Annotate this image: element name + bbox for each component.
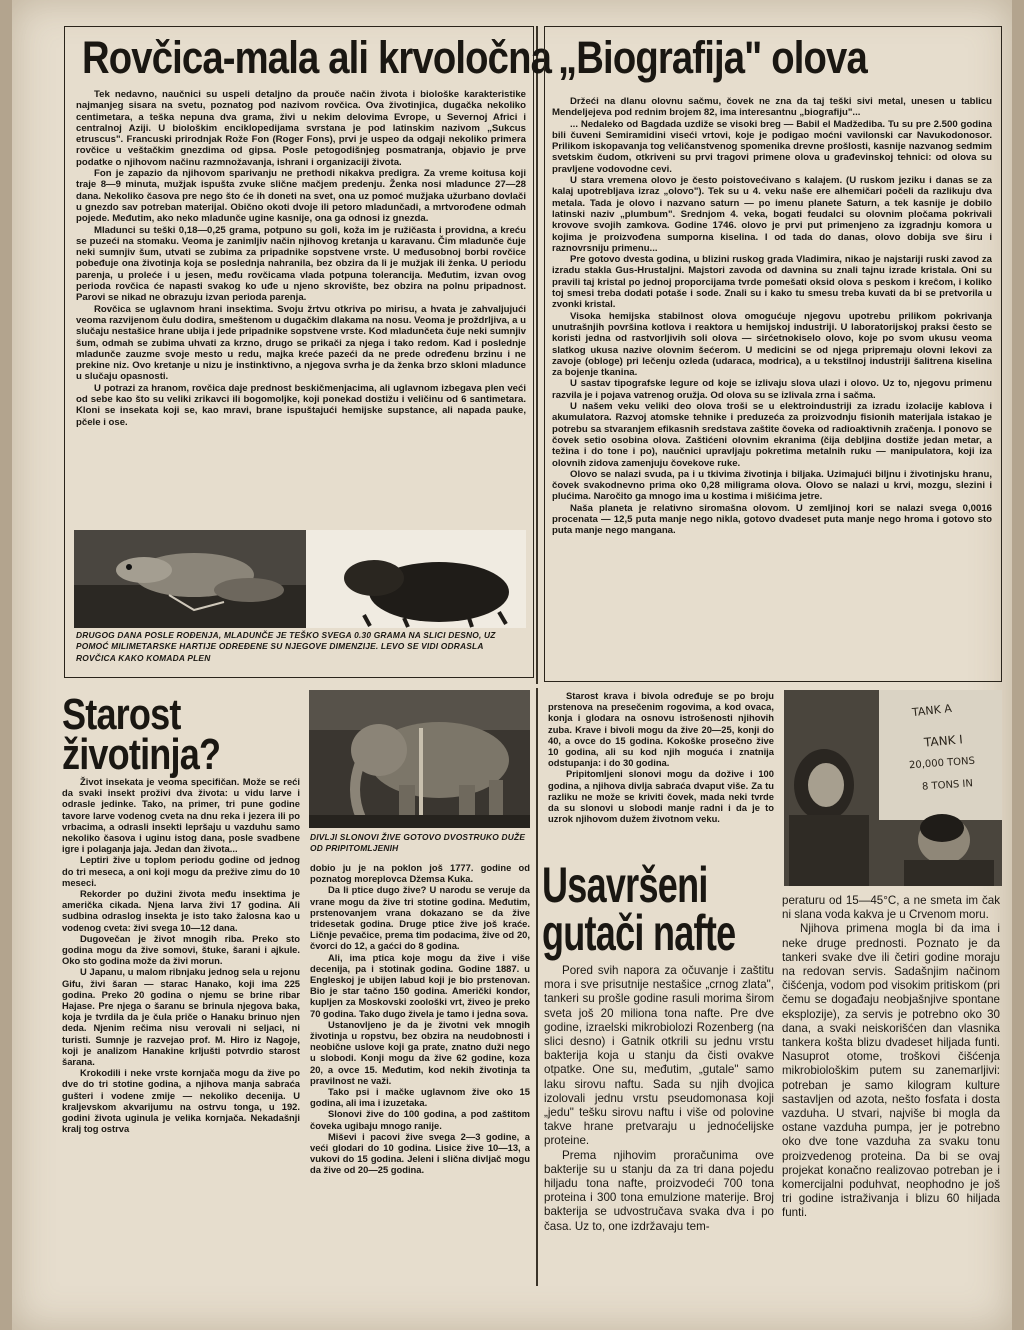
paragraph: Njihova primena mogla bi da ima i neke druge prednosti. Poznato je da tankeri svake dve ili četiri godine moraju na redovan servis. Sadašnjim načinom čišćenja, vodom pod visokim pritiskom (pri čemu se događaju neobjašnjive spontane eksplozije), za servis je potrebno oko 30 dana, a svaki neiskorišćen dan vlasnika tankera košta blizu dvadeset hiljada funti. Nasuprot otome, troškovi čišćenja mikrobiološkim putem su zanemarljivi: potreban je samo kilogram kulture sastavljen od azota, nešto fosfata i dosta vazduha. U stvari, najviše bi mogla da ostane vazduha pumpa, jer je potrebno oko dve tone vazduha za svaku tonu proizvedenog proteina. Da bi se ovaj projekat konačno realizovao potreban je i komercijalni poduhvat, neophodno je još tri godine istraživanja i blizu 60 hiljada funti. <box>782 922 1000 1220</box>
paragraph: Slonovi žive do 100 godina, a pod zaštitom čoveka ugibaju mnogo ranije. <box>310 1108 530 1131</box>
shrew-caption: DRUGOG DANA POSLE ROĐENJA, MLADUNČE JE TEŠKO SVEGA 0.30 GRAMA NA SLICI DESNO, UZ POMOĆ MILIMETARSKE HARTIJE ODREĐENE SU NJEGOVE DIMENZIJE. LEVO SE VIDI ODRASLA ROVČICA KAKO KOMADA PLEN <box>76 630 496 663</box>
article-shrew-body <box>76 89 526 524</box>
article-age-column-3 <box>548 690 774 838</box>
article-shrew-headline: Rovčica-mala ali krvoločna <box>82 32 552 83</box>
paragraph: Život insekata je veoma specifičan. Može se reći da svaki insekt proživi dva života: u vidu larve i odrasle jedinke. Tako, na primer, tri pune godine tavore larve vodenog cveta na dnu reka i jezera ili po vrbacima, a odrasli insekti lepršaju u vazduhu samo nekoliko časova i uginu istog dana, posle svadbene igre i polaganja jaja. Jedan dan života... <box>62 776 300 855</box>
scientists-photo <box>784 690 1002 886</box>
paragraph: Pre gotovo dvesta godina, u blizini ruskog grada Vladimira, nikao je najstariji ruski zavod za izradu stakla Gus-Hrustaljni. Majstori zavoda od davnina su znali tajnu izrade kristala. Oni su pravili taj kristal po jednoj proporcijama tvrde pomešati oksid olova s peskom i kreĉom, i koliko toj smesi treba dodati potaše i sode. Znali su i kako tu smesu treba kuvati da bi se pretvorila u zvonki kristal. <box>552 254 992 311</box>
paragraph: Starost krava i bivola određuje se po broju prstenova na presečenim rogovima, a kod ovaca, konja i glodara na osnovu istrošenosti njihovih zuba. Krave i bivoli mogu da žive 20—25, konji do 40, a ovce do 15 godina. Kokoške prosečno žive 10 godina, ali su kod njih moguća i znatnija odstupanja: i do 30 godina. <box>548 690 774 769</box>
photo-sign-line: 20,000 TONS <box>908 755 976 772</box>
paragraph: Tako psi i mačke uglavnom žive oko 15 godina, ali ima i izuzetaka. <box>310 1086 530 1109</box>
paragraph: Da li ptice dugo žive? U narodu se veruje da vrane mogu da žive tri stotine godina. Međutim, prstenovanjem vrana dokazano se da žive tridesetak godina. Druge ptice žive još kraće. Ličnje pevačice, prema tim podacima, žive od 20, čvorci do 12, a gaćci do 8 godina. <box>310 884 530 952</box>
paragraph: Krokodili i neke vrste kornjača mogu da žive po dve do tri stotine godina, a njihova manja sabraća gušteri i vodene zmije — nekoliko decenija. U kraljevskom akvarijumu na ostrvu tonga, u 192. godini života uginula je velika kornjača. Nekadašnji kralj tog ostrva <box>62 1067 300 1135</box>
article-oil-headline-line1: Usavršeni <box>542 857 708 913</box>
paragraph: Tek nedavno, naučnici su uspeli detaljno da prouče način života i biološke karakteristike najmanjeg sisara na svetu, poznatog pod nazivom rovčica. Ova životinjica, dugačka nekoliko centimetara, a teška nepuna dva grama, živi u nekim delovima Evrope, u Severnoj Africi i centralnoj Aziji. U biološkim enciklopedijama svrstana je pod latinskim nazivom „Sukcus etruscus". Francuski prirodnjak Rože Fon (Roger Fons), prvi je uspeo da odgaji nekoliko primera rovčice u veštačkim gnezdima od gipsa. Posle petogodišnjeg posmatranja, objavio je prve podatke o njihovom načinu razmnožavanja, ishrani i organizaciji života. <box>76 89 526 168</box>
elephant-illustration <box>309 690 530 828</box>
paragraph: U stara vremena olovo je često poistovećivano s kalajem. (U ruskom jeziku i danas se za kalaj upotrebljava izraz „olovo"). Tek su u 4. veku naše ere alhemičari počeli da razlikuju dva metala. Tada je olovo i nazvano saturn — po imenu planete Saturn, a tek kasnije je dobilo latinski naziv „plumbum". Srednjom 4. veka, bogati feudalci su olovnim pločama pokrivali krovove svojih zamkova. Godine 1746. olovo je prvi put primenjeno za izgradnju komora u kojima je proizvođena sumporna kiselina. I od tada do danas, olovo dobija sve širu i raznovrsniju primenu... <box>552 175 992 254</box>
paragraph: dobio ju je na poklon još 1777. godine od poznatog moreplovca Džemsa Kuka. <box>310 862 530 885</box>
paragraph: Držeći na dlanu olovnu sačmu, čovek ne zna da taj teški sivi metal, unesen u tablicu Mendeljejeva pod rednim brojem 82, ima interesantnu „biografiju"... <box>552 96 992 119</box>
paragraph: Dugovečan je život mnogih riba. Preko sto godina mogu da žive somovi, štuke, šarani i ajkule. Oko sto godina može da živi morun. <box>62 932 300 967</box>
paragraph: Rekorder po dužini života među insektima je američka cikada. Njena larva živi 17 godina. Ali sudbina odraslog insekta je isto tako žalosna kao u vodenog cveta: živi svega 10—12 dana. <box>62 888 300 933</box>
paragraph: ... Nedaleko od Bagdada uzdiže se visoki breg — Babil el Madžediba. Tu su pre 2.500 godina bili čuveni Semiramidini viseći vrtovi, koje je podigao moćni vavilonski car Navukodonosor. Prilikom iskopavanja tog veličanstvenog spomenika drevne prošlosti, kasnije nazvanog sedmim svetskim čudom, otkriveni su prvi tragovi primene olova u građevinskoj tehnici: od olova su pravljene vodovodne cevi. <box>552 118 992 175</box>
paragraph: Pored svih napora za očuvanje i zaštitu mora i sve prisutnije nestašice „crnog zlata", tankeri su prošle godine rasuli morima širom sveta još 20 miliona tona nafte. Pre dve godine, izraelski mikrobiolozi Rozenberg (na slici desno) i Gatnik otkrili su jednu vrstu bakterija koja u stanju da čisti ovakve otpatke. One su, međutim, „gutale" samo laku sirovu naftu. Sada su njih dvojica izolovali jednu vrstu pseudomonasa koji „jedu" tešku sirovu naftu i više od polovine takve hrane pretvaraju u jednoćelijske proteine. <box>544 964 774 1148</box>
column-divider <box>536 26 538 684</box>
paragraph: U Japanu, u malom ribnjaku jednog sela u rejonu Gifu, živi šaran — starac Hanako, koji ima 225 godina. Preko 20 godina o njemu se brine ribar Hajase. Pre njega o šaranu se brinula njegova baka, koja je tvrdila da je čula priče o Hanaku brinuo njen deda. Njenim rečima nisu verovali ni seljaci, ni turisti. Sumnje je razvejao prof. M. Hiro iz Nagoje, koji je analizom Hanakine krljušti potvrdio starost šarana. <box>62 966 300 1068</box>
elephant-caption: DIVLJI SLONOVI ŽIVE GOTOVO DVOSTRUKO DUŽE OD PRIPITOMLJENIH <box>310 832 526 854</box>
article-oil-column-1 <box>544 964 774 1286</box>
paragraph: Pripitomljeni slonovi mogu da dožive i 100 godina, a njihova divlja sabraća dvaput više. Za tu razliku ne može se kriviti čovek, mada neki tvrde da su slonovi u slobodi manje radni i da je to uzrok njihovom dužem životnom veku. <box>548 768 774 825</box>
column-divider <box>536 688 538 1286</box>
article-lead-body <box>552 96 992 674</box>
photo-sign-line: TANK I <box>923 732 964 750</box>
paragraph: Ustanovljeno je da je životni vek mnogih životinja u ropstvu, bez obzira na neudobnosti i neobične uslove koji ga prate, znatno duži nego u slobodi. Konji mogu da žive 62 godine, koza 20, a ovce 15. Međutim, kod nekih životinja ta pravilnost ne važi. <box>310 1018 530 1086</box>
shrew-illustration <box>74 530 526 628</box>
photo-sign-line: TANK A <box>911 701 953 720</box>
paragraph: U sastav tipografske legure od koje se izlivaju slova ulazi i olovo. Uz to, njegovu primenu razvila je i pojava vatrenog oružja. Od olova su se izlivala zrna i sačma. <box>552 378 992 401</box>
elephant-photo <box>309 690 530 828</box>
photo-sign-line: 8 TONS IN <box>921 778 974 793</box>
paragraph: Prema njihovim proračunima ove bakterije su u stanju da za tri dana pojedu hiljadu tona nafte, proizvodeći 700 tona proteina i 300 tona emulzione materije. Broj bakterija se udvostručava svaka dva i po časa. Uz to, one izdržavaju tem- <box>544 1148 774 1233</box>
paragraph: U našem veku veliki deo olova troši se u elektroindustriji za izradu izolacije kablova i akumulatora. Razvoj atomske tehnike i preduzeća za proizvodnju fisionih materijala istakao je potrebu sa stvaranjem efikasnih sredstava zaštite čoveka od radioaktivnih zračenja. I ponovo se čovek setio osobina olova. Zaštićeni olovnim ekranima (čija debljina dostiže jedan metar, a težina i do tone i po), naučnici upravljaju pokretima metalnih ruku — manipulatora, koji iza olovnih zidova zamenjuju čovekove ruke. <box>552 401 992 469</box>
article-oil-headline-line2: gutači nafte <box>542 905 736 961</box>
paragraph: Mladunci su teški 0,18—0,25 grama, potpuno su goli, koža im je ružičasta i providna, a kreću se puzeći na stomaku. Veoma je zanimljiv način njihovog kretanja u karavanu. Čim mladunče čuje neki sumnjiv šum, utvati se zubima za pripadnike sopstvene vrste. U međusobnoj borbi rovčice pobeđuje ona životinja koja se poslednja nahranila, bez obzira da li je mužjak ili ženka. U periodu parenja, u proleće i u jesen, među rovčicama vlada potpuna tolerancija. Međutim, izvan ovog perioda rovčica će napasti svakog ko uđe u njeno skrovište, bez obzira na polnu pripadnost. Parovi se nikad ne obrazuju izvan perioda parenja. <box>76 224 526 304</box>
newspaper-page <box>12 0 1012 1330</box>
paragraph: Fon je zapazio da njihovom sparivanju ne prethodi nikakva predigra. Za vreme koitusa koji traje 8—9 minuta, mužjak ispušta zvuke slične mačjem predenju. Ženka nosi mladunce 27—28 dana. Nekoliko časova pre nego što će ih doneti na svet, ona uz pomoć mužjaka užurbano dovlači u gnezdo sav potreban materijal. Obično okoti dvoje ili petoro mladunčadi, a mrtvorođene odmah pojede. Međutim, ako neko mladunče ugine kasnije, ona ga odnosi iz gnezda. <box>76 168 526 225</box>
article-age-headline-line2: životinja? <box>62 730 221 779</box>
paragraph: Ali, ima ptica koje mogu da žive i više decenija, pa i stotinak godina. Godine 1887. u Engleskoj je ubijen labud koji je bio prstenovan. Bio je star tačno 150 godina. Američki kondor, kupljen za Moskovski zoološki vrt, živeo je preko 70 godina. Tako dugo živela je tamo i jedna sova. <box>310 951 530 1019</box>
paragraph: Rovčica se uglavnom hrani insektima. Svoju žrtvu otkriva po mirisu, a hvata je zahvaljujući veoma razvijenom čulu dodira, smeštenom u dugačkim dlakama na nosu. Veoma je proždrljiva, a u slučaju nestašice hrane ubija i jede pripadnike sopstvene vrste. Kod mladunčeta čuje neki sumnjiv šum, odmah se zubima uhvati za krzno, drugo se prikači za njega i tako redom. Kad i poslednje mladunče zauzme svoje mesto u redu, majka kreće pazeći da ne prede određenu brzinu i ne prekine niz. Ovo kretanje u nizu je instinktivno, a njegova svrha je da ženka brzo skloni mladunce u slučaju opasnosti. <box>76 303 526 383</box>
paragraph: Leptiri žive u toplom periodu godine od jednog do tri meseca, a oni koji mogu da prežive zimu do 10 meseci. <box>62 854 300 888</box>
paragraph: Miševi i pacovi žive svega 2—3 godine, a veći glodari do 10 godina. Lisice žive 10—13, a vukovi do 15 godina. Jeleni i slična divljač mogu da žive od 20—25 godina. <box>310 1130 530 1176</box>
article-age-column-2 <box>310 862 530 1286</box>
article-lead-headline: „Biografija" olova <box>558 32 867 83</box>
shrew-photo <box>74 530 526 628</box>
paragraph: Olovo se nalazi svuda, pa i u tkivima životinja i biljaka. Uzimajući biljnu i životinjsku hranu, čovek svakodnevno prima oko 0,28 miligrama olova. Olovo se nalazi u krvi, mozgu, slezini i plućima. Naročito ga mnogo ima u kostima i mišićima jetre. <box>552 468 992 503</box>
paragraph: Naša planeta je relativno siromašna olovom. U zemljinoj kori se nalazi svega 0,0016 procenata — 12,5 puta manje nego nikla, gotovo dvadeset puta manje nego hroma i gotovo sto puta manje nego mangana. <box>552 502 992 537</box>
paragraph: U potrazi za hranom, rovčica daje prednost beskičmenjacima, ali uglavnom izbegava plen veći od sebe kao što su veliki zrikavci ili bogomoljke, koji ponekad dostižu i veličinu od 6 santimetara. Kloni se insekata koji se, kao mravi, brane ispuštajući hemijske supstance, ali napada pauke, pčele i ose. <box>76 382 526 428</box>
paragraph: Visoka hemijska stabilnost olova omogućuje njegovu upotrebu prilikom pokrivanja unutrašnjih površina kotlova i reaktora u hemijskoj industriji. U laboratorijskoj praksi često se koristi jedna od rastvorljivih soli olova — sirćetnokiselo olovo, koje po svom ukusu veoma slatkog ukusa nazive olovnim šećerom. U medicini se od njega pripremaju olovni lekovi za zavoje (obloge) pri lečenju ozleda (udaraca, modrica), a u tekstilnoj industriji šalitrena kiselina za bojenje tkanina. <box>552 310 992 379</box>
article-age-headline-line1: Starost <box>62 690 181 739</box>
article-age-column-1 <box>62 776 300 1286</box>
paragraph: peraturu od 15—45°C, a ne smeta im čak ni slana voda kakva je u Crvenom moru. <box>782 894 1000 922</box>
article-oil-column-2 <box>782 894 1000 1286</box>
